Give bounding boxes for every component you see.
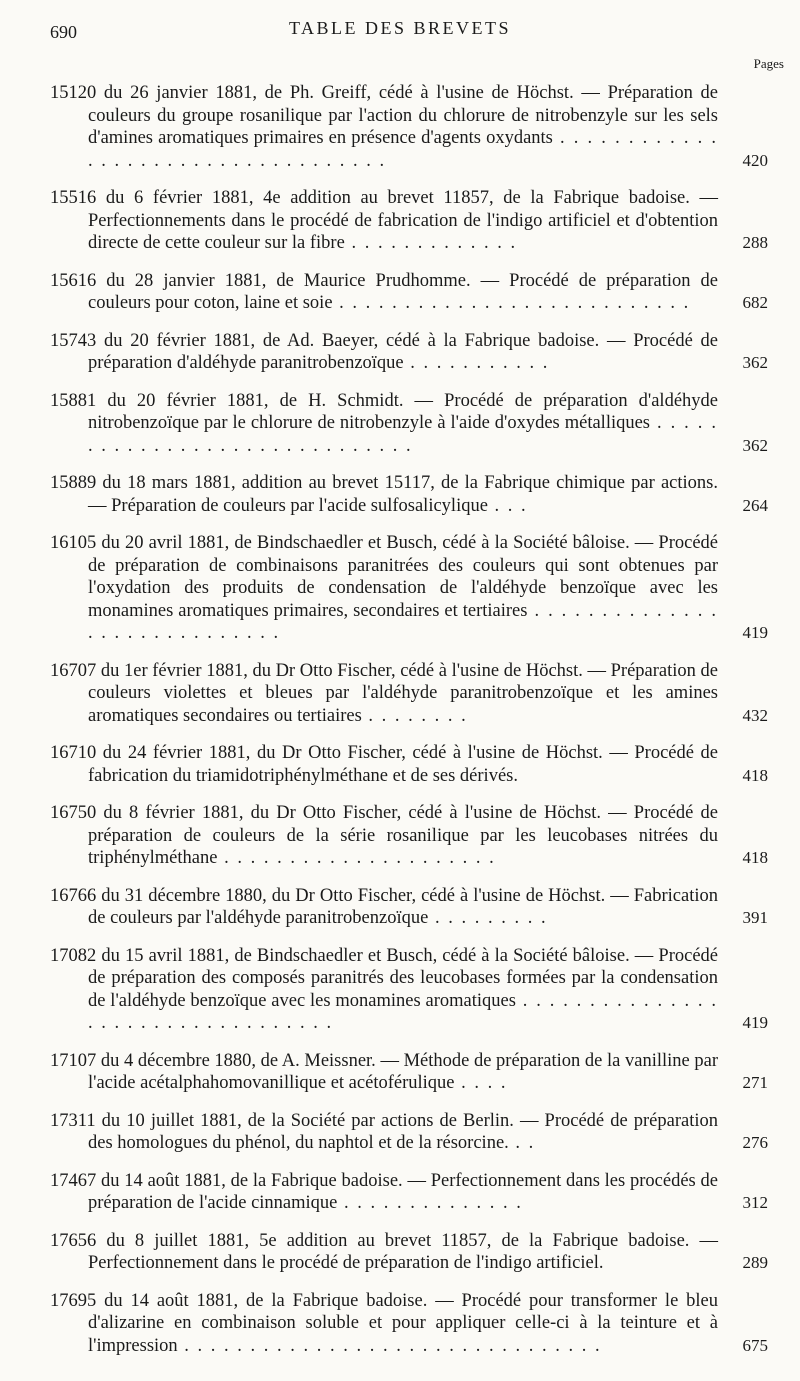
- patent-description: du 26 janvier 1881, de Ph. Greiff, cédé à l'usine de Höchst. — Préparation de couleurs du groupe rosanilique par l'action du chlorure de nitrobenzyle sur les sels d'amines aromatiques primaires en présence d'agents oxydants: [88, 83, 718, 148]
- patent-entry: [50, 742, 770, 787]
- page-reference: 288: [742, 233, 768, 252]
- patent-number: 17467: [50, 1170, 97, 1191]
- patent-entry-text: [50, 1050, 718, 1095]
- page-reference: 432: [742, 705, 768, 725]
- patent-number: 16750: [50, 803, 97, 823]
- patent-description: du 20 avril 1881, de Bindschaedler et Busch, cédé à la Société bâloise. — Procédé de préparation de combinaisons paranitrées des couleurs qui sont obtenues par l'oxydation des produits de condensation de l'aldéhyde benzoïque avec les monamines aromatiques primaires, secondaires et tertiaires: [88, 533, 718, 621]
- patent-number: 17311: [50, 1110, 96, 1131]
- patent-number: 15743: [50, 330, 97, 351]
- patent-entry-text: [50, 945, 718, 1035]
- page-reference: 419: [742, 623, 768, 642]
- patent-number: 15616: [50, 270, 97, 291]
- patent-entry: [50, 330, 770, 375]
- patent-entry-text: [50, 1290, 718, 1358]
- patent-number: 17656: [50, 1230, 97, 1251]
- patent-entry: [50, 660, 770, 728]
- patent-entry-text: [50, 270, 718, 315]
- patent-number: 16707: [50, 660, 97, 681]
- patent-description: du 20 février 1881, de H. Schmidt. — Procédé de préparation d'aldéhyde nitrobenzoïque par le chlorure de nitrobenzyle à l'aide d'oxydes métalliques: [88, 390, 718, 433]
- patent-entry-text: [50, 472, 718, 517]
- patent-entry: [50, 1170, 770, 1215]
- patent-entry: [50, 1290, 770, 1358]
- patent-description: du 10 juillet 1881, de la Société par actions de Berlin. — Procédé de préparation des homologues du phénol, du naphtol et de la résorcine.: [88, 1110, 718, 1153]
- leader-dots: . . . . . . . . . . . . . . . . . . . . . . . . . . .: [332, 293, 691, 313]
- patent-description: du 4 décembre 1880, de A. Meissner. — Méthode de préparation de la vanilline par l'acide acétalphahomovanillique et acétoférulique: [88, 1050, 718, 1093]
- page-reference: 289: [742, 1253, 768, 1272]
- patent-entry: [50, 187, 770, 255]
- page-reference: 264: [742, 495, 768, 515]
- patent-entry: [50, 82, 770, 172]
- page-number: 690: [50, 22, 77, 42]
- patent-entry: [50, 1110, 770, 1155]
- patent-number: 16766: [50, 885, 97, 906]
- patent-description: du 14 août 1881, de la Fabrique badoise. — Perfectionnement dans les procédés de préparation de l'acide cinnamique: [88, 1170, 718, 1213]
- patent-entry: [50, 390, 770, 458]
- patent-list: [50, 82, 770, 1372]
- patent-entry-text: [50, 802, 718, 870]
- patent-description: du 31 décembre 1880, du Dr Otto Fischer, cédé à l'usine de Höchst. — Fabrication de couleurs par l'aldéhyde paranitrobenzoïque: [88, 885, 718, 928]
- patent-description: du 6 février 1881, 4e addition au brevet 11857, de la Fabrique badoise. — Perfectionnements dans le procédé de fabrication de l'indigo artificiel et d'obtention directe de cette couleur sur la fibre: [88, 188, 718, 253]
- leader-dots: . . . . . . . . . . . . . . . . . . . . . . . . . . . . . .: [88, 413, 718, 456]
- patent-entry: [50, 1050, 770, 1095]
- patent-entry-text: [50, 742, 718, 787]
- page-reference: 418: [742, 848, 768, 867]
- leader-dots: . . . . . . . .: [361, 705, 468, 726]
- patent-entry-text: [50, 1170, 718, 1215]
- patent-description: du 28 janvier 1881, de Maurice Prudhomme. — Procédé de préparation de couleurs pour coton, laine et soie: [88, 270, 718, 313]
- page-reference: 362: [742, 435, 768, 455]
- patent-entry-text: [50, 532, 718, 645]
- patent-number: 15120: [50, 83, 97, 103]
- leader-dots: . . . . . . . . . . . . . . . . . . . . . . . . . . . . . . . . . . .: [88, 128, 719, 171]
- page-reference: 418: [742, 765, 768, 785]
- leader-dots: . . . . . . . . . . . . . . . . . . . . . . . . . . . . .: [88, 600, 719, 643]
- page-reference: 682: [742, 293, 768, 312]
- patent-entry: [50, 1230, 770, 1275]
- patent-entry-text: [50, 885, 718, 930]
- patent-number: 15881: [50, 390, 97, 411]
- page-title: TABLE DES BREVETS: [288, 18, 512, 38]
- patent-entry: [50, 532, 770, 645]
- patent-number: 15889: [50, 473, 97, 493]
- leader-dots: . . . .: [454, 1073, 508, 1093]
- patent-entry-text: [50, 187, 718, 255]
- patent-entry: [50, 945, 770, 1035]
- patent-entry-text: [50, 660, 718, 728]
- patent-entry-text: [50, 82, 718, 172]
- page-reference: 420: [742, 150, 768, 170]
- patent-description: du 8 juillet 1881, 5e addition au brevet 11857, de la Fabrique badoise. — Perfectionnement dans le procédé de préparation de l'indigo artificiel.: [88, 1230, 718, 1273]
- page-reference: 391: [742, 908, 768, 927]
- leader-dots: . . . . . . . . . . . . . . . . . . . . . . . . . . . . . . . .: [177, 1335, 602, 1356]
- pages-column-label: Pages: [753, 56, 784, 71]
- patent-entry: [50, 270, 770, 315]
- page-reference: 362: [742, 353, 768, 372]
- patent-description: du 20 février 1881, de Ad. Baeyer, cédé à la Fabrique badoise. — Procédé de préparation d'aldéhyde paranitrobenzoïque: [88, 330, 718, 373]
- patent-number: 16710: [50, 743, 97, 763]
- page-reference: 312: [742, 1193, 768, 1212]
- page-reference: 276: [742, 1133, 768, 1152]
- leader-dots: . . . . . . . . . . . . . . . . . . . . . . . . . . . . . . . . . .: [88, 990, 719, 1033]
- patent-number: 17082: [50, 945, 97, 966]
- patent-entry-text: [50, 1230, 718, 1275]
- patent-description: du 1er février 1881, du Dr Otto Fischer, cédé à l'usine de Höchst. — Préparation de couleurs violettes et bleues par l'aldéhyde paranitrobenzoïque et les amines aromatiques secondaires ou tertiaires: [88, 660, 718, 726]
- patent-description: du 15 avril 1881, de Bindschaedler et Busch, cédé à la Société bâloise. — Procédé de préparation des composés paranitrés des leucobases formées par la condensation de l'aldéhyde benzoïque avec les monamines aromatiques: [88, 945, 718, 1011]
- page-reference: 419: [742, 1013, 768, 1032]
- patent-number: 17695: [50, 1290, 97, 1311]
- patent-number: 16105: [50, 533, 97, 553]
- patent-description: du 8 février 1881, du Dr Otto Fischer, cédé à l'usine de Höchst. — Procédé de préparation de couleurs de la série rosanilique par les leucobases nitrées du triphénylméthane: [88, 803, 718, 868]
- page-reference: 675: [742, 1335, 768, 1355]
- patent-number: 17107: [50, 1050, 97, 1071]
- leader-dots: . . . . . . . . . . . . . .: [337, 1193, 523, 1213]
- page-reference: 271: [742, 1073, 768, 1092]
- patent-description: du 24 février 1881, du Dr Otto Fischer, cédé à l'usine de Höchst. — Procédé de fabrication du triamidotriphénylméthane et de ses dérivés.: [88, 743, 718, 786]
- leader-dots: . . . . . . . . . . . . .: [344, 233, 518, 253]
- patent-entry-text: [50, 390, 718, 458]
- patent-entry: [50, 885, 770, 930]
- patent-entry: [50, 802, 770, 870]
- leader-dots: . . . . . . . . . . .: [403, 353, 550, 373]
- leader-dots: . . . . . . . . .: [428, 908, 548, 928]
- patent-description: du 18 mars 1881, addition au brevet 15117, de la Fabrique chimique par actions. — Préparation de couleurs par l'acide sulfosalicylique: [88, 473, 718, 516]
- patent-description: du 14 août 1881, de la Fabrique badoise. — Procédé pour transformer le bleu d'alizarine en combinaison soluble et pour appliquer celle-ci à la teinture et à l'impression: [88, 1290, 718, 1356]
- leader-dots: . . .: [487, 495, 528, 516]
- patent-number: 15516: [50, 188, 97, 208]
- patent-entry: [50, 472, 770, 517]
- patent-entry-text: [50, 1110, 718, 1155]
- patent-entry-text: [50, 330, 718, 375]
- leader-dots: . . . . . . . . . . . . . . . . . . . . .: [217, 848, 496, 868]
- leader-dots: . .: [508, 1133, 536, 1153]
